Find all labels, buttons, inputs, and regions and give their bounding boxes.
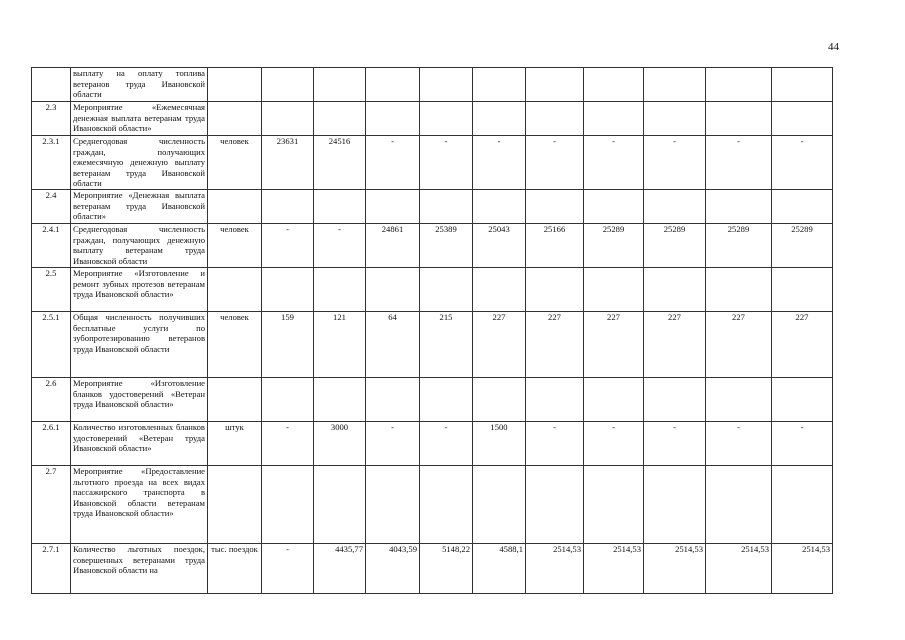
value-cell: 2514,53 (644, 544, 706, 594)
value-cell (706, 68, 772, 102)
value-cell (262, 466, 314, 544)
value-cell (314, 102, 366, 136)
value-cell: 121 (314, 312, 366, 378)
indicator-name: Количество льготных поездок, совершенных ветеранами труда Ивановской области на (71, 544, 208, 594)
table-row (32, 190, 833, 224)
unit-cell (208, 102, 262, 136)
value-cell (473, 466, 526, 544)
value-cell: 25043 (473, 224, 526, 268)
value-cell (772, 378, 833, 422)
row-number: 2.6.1 (32, 422, 71, 466)
table-row (32, 268, 833, 312)
value-cell (366, 378, 420, 422)
value-cell: - (262, 422, 314, 466)
unit-cell (208, 466, 262, 544)
value-cell (772, 268, 833, 312)
value-cell (772, 68, 833, 102)
value-cell: 2514,53 (772, 544, 833, 594)
value-cell: - (420, 422, 473, 466)
row-number: 2.4.1 (32, 224, 71, 268)
value-cell (314, 378, 366, 422)
value-cell: - (584, 136, 644, 190)
value-cell (706, 268, 772, 312)
value-cell: - (262, 224, 314, 268)
value-cell (262, 68, 314, 102)
value-cell (644, 68, 706, 102)
unit-cell (208, 378, 262, 422)
value-cell (706, 466, 772, 544)
indicator-name: Среднегодовая численность граждан, получающих ежемесячную денежную выплату ветеранам труда Ивановской области (71, 136, 208, 190)
unit-cell: человек (208, 312, 262, 378)
value-cell (366, 102, 420, 136)
value-cell: - (473, 136, 526, 190)
value-cell: - (644, 422, 706, 466)
value-cell: - (366, 136, 420, 190)
value-cell: 25166 (526, 224, 584, 268)
value-cell (366, 466, 420, 544)
indicators-table (31, 67, 833, 594)
value-cell: - (772, 422, 833, 466)
value-cell (366, 190, 420, 224)
value-cell (420, 190, 473, 224)
table-row (32, 466, 833, 544)
indicator-name: Мероприятие «Предоставление льготного проезда на всех видах пассажирского транспорта в Ивановской области ветеранам труда Ивановской области» (71, 466, 208, 544)
value-cell (473, 102, 526, 136)
value-cell: 227 (584, 312, 644, 378)
value-cell: 227 (772, 312, 833, 378)
row-number: 2.3 (32, 102, 71, 136)
indicator-name: Мероприятие «Денежная выплата ветеранам труда Ивановской области» (71, 190, 208, 224)
value-cell: - (706, 136, 772, 190)
value-cell (644, 102, 706, 136)
value-cell (420, 102, 473, 136)
value-cell: 3000 (314, 422, 366, 466)
value-cell (584, 378, 644, 422)
value-cell: 25289 (584, 224, 644, 268)
value-cell: 64 (366, 312, 420, 378)
unit-cell: человек (208, 224, 262, 268)
unit-cell (208, 68, 262, 102)
table-row (32, 224, 833, 268)
value-cell: - (526, 136, 584, 190)
value-cell (420, 378, 473, 422)
indicator-name: выплату на оплату топлива ветеранов труда Ивановской области (71, 68, 208, 102)
table-row (32, 312, 833, 378)
page-number: 44 (828, 41, 839, 53)
indicator-name: Мероприятие «Изготовление и ремонт зубных протезов ветеранам труда Ивановской области» (71, 268, 208, 312)
value-cell (644, 190, 706, 224)
value-cell: 227 (473, 312, 526, 378)
row-number: 2.3.1 (32, 136, 71, 190)
value-cell (420, 268, 473, 312)
value-cell: 5148,22 (420, 544, 473, 594)
value-cell (473, 190, 526, 224)
indicator-name: Мероприятие «Изготовление бланков удостоверений «Ветеран труда Ивановской области» (71, 378, 208, 422)
indicator-name: Среднегодовая численность граждан, получающих денежную выплату ветеранам труда Ивановской области (71, 224, 208, 268)
value-cell: 2514,53 (526, 544, 584, 594)
value-cell (644, 378, 706, 422)
value-cell (262, 102, 314, 136)
value-cell: 159 (262, 312, 314, 378)
table-row (32, 68, 833, 102)
value-cell (366, 268, 420, 312)
unit-cell: тыс. поездок (208, 544, 262, 594)
value-cell (584, 68, 644, 102)
unit-cell: человек (208, 136, 262, 190)
value-cell (584, 102, 644, 136)
value-cell: - (584, 422, 644, 466)
value-cell: 24516 (314, 136, 366, 190)
value-cell: 25389 (420, 224, 473, 268)
row-number (32, 68, 71, 102)
value-cell: 227 (526, 312, 584, 378)
value-cell (706, 378, 772, 422)
indicator-name: Мероприятие «Ежемесячная денежная выплата ветеранам труда Ивановской области» (71, 102, 208, 136)
value-cell (314, 190, 366, 224)
value-cell (526, 268, 584, 312)
value-cell: 25289 (644, 224, 706, 268)
value-cell: 4435,77 (314, 544, 366, 594)
value-cell (262, 378, 314, 422)
value-cell (473, 68, 526, 102)
unit-cell (208, 190, 262, 224)
value-cell: 1500 (473, 422, 526, 466)
table-row (32, 544, 833, 594)
value-cell: 4588,1 (473, 544, 526, 594)
value-cell (644, 268, 706, 312)
table-row (32, 378, 833, 422)
value-cell (420, 466, 473, 544)
unit-cell: штук (208, 422, 262, 466)
row-number: 2.6 (32, 378, 71, 422)
row-number: 2.7 (32, 466, 71, 544)
value-cell: 25289 (772, 224, 833, 268)
indicator-name: Общая численность получивших бесплатные услуги по зубопротезированию ветеранов труда Ивановской области (71, 312, 208, 378)
value-cell (314, 68, 366, 102)
value-cell (314, 466, 366, 544)
value-cell: - (644, 136, 706, 190)
value-cell (314, 268, 366, 312)
value-cell: - (706, 422, 772, 466)
value-cell: 4043,59 (366, 544, 420, 594)
row-number: 2.5.1 (32, 312, 71, 378)
value-cell (772, 102, 833, 136)
value-cell: - (420, 136, 473, 190)
value-cell (772, 466, 833, 544)
value-cell: 2514,53 (584, 544, 644, 594)
value-cell (262, 268, 314, 312)
value-cell (772, 190, 833, 224)
value-cell (526, 102, 584, 136)
value-cell (706, 190, 772, 224)
value-cell: - (526, 422, 584, 466)
value-cell: 2514,53 (706, 544, 772, 594)
value-cell (526, 378, 584, 422)
value-cell (366, 68, 420, 102)
value-cell (473, 378, 526, 422)
table-row (32, 136, 833, 190)
value-cell (526, 68, 584, 102)
value-cell: 215 (420, 312, 473, 378)
value-cell: 25289 (706, 224, 772, 268)
value-cell (706, 102, 772, 136)
value-cell: - (262, 544, 314, 594)
value-cell (584, 268, 644, 312)
value-cell (473, 268, 526, 312)
row-number: 2.5 (32, 268, 71, 312)
value-cell (262, 190, 314, 224)
table-row (32, 102, 833, 136)
table-row (32, 422, 833, 466)
value-cell (526, 466, 584, 544)
value-cell (584, 466, 644, 544)
value-cell: 227 (706, 312, 772, 378)
value-cell: 227 (644, 312, 706, 378)
value-cell: 24861 (366, 224, 420, 268)
value-cell (584, 190, 644, 224)
value-cell (420, 68, 473, 102)
value-cell (526, 190, 584, 224)
indicator-name: Количество изготовленных бланков удостоверений «Ветеран труда Ивановской области» (71, 422, 208, 466)
value-cell: 23631 (262, 136, 314, 190)
value-cell: - (366, 422, 420, 466)
row-number: 2.4 (32, 190, 71, 224)
value-cell: - (772, 136, 833, 190)
value-cell: - (314, 224, 366, 268)
unit-cell (208, 268, 262, 312)
value-cell (644, 466, 706, 544)
row-number: 2.7.1 (32, 544, 71, 594)
